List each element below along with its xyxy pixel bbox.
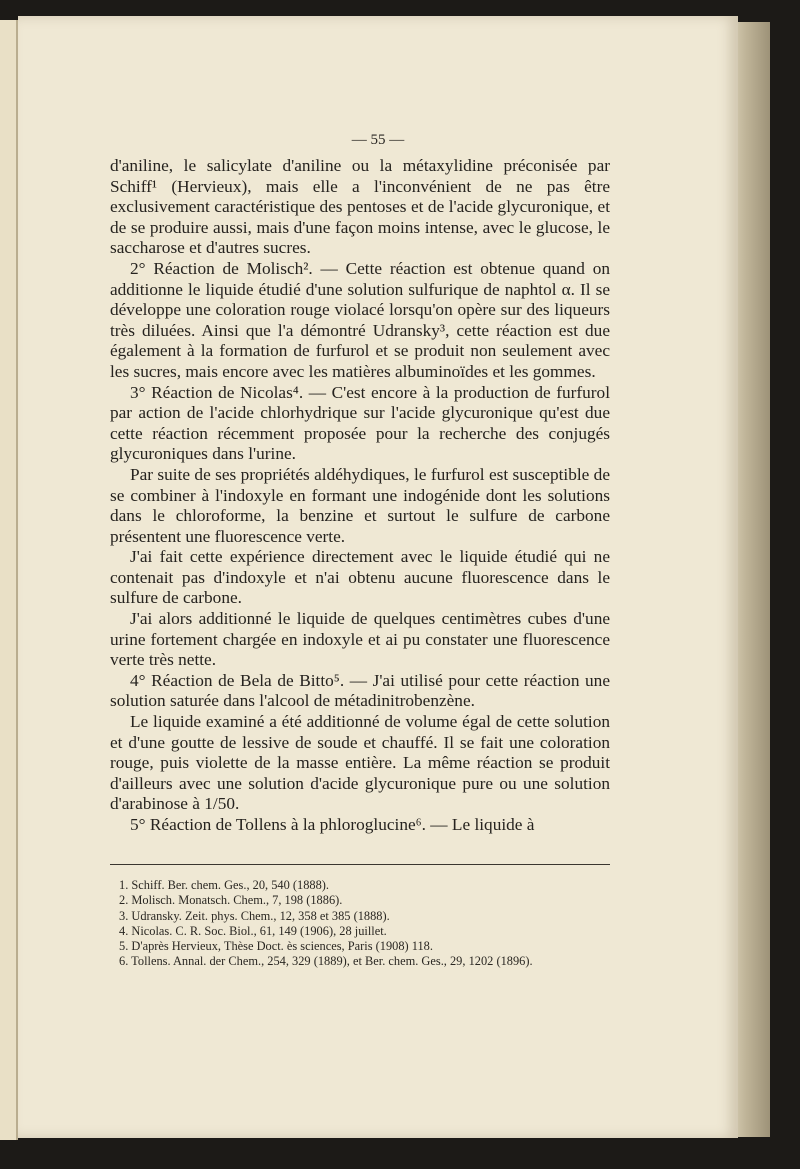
paragraph-indoxyle: J'ai alors additionné le liquide de quelques centimètres cubes d'une urine fortement chargée en indoxyle et ai pu constater une fluorescence verte très nette.	[110, 609, 610, 670]
paragraph-furfurol: Par suite de ses propriétés aldéhydiques, le furfurol est susceptible de se combiner à l'indoxyle en formant une indogénide dont les solutions dans le chloroforme, la benzine et surtout le sulfure de carbone présentent une fluorescence verte.	[110, 464, 610, 546]
paragraph-nicolas: 3° Réaction de Nicolas⁴. — C'est encore à la production de furfurol par action de l'acide chlorhydrique sur l'acide glycuronique qu'est due cette réaction récemment proposée pour la recherche des conjugés glycuroniques dans l'urine.	[110, 382, 610, 464]
paragraph-1: d'aniline, le salicylate d'aniline ou la métaxylidine préconisée par Schiff¹ (Hervieux), mais elle a l'inconvénient de ne pas être exclusivement caractéristique des pentoses et de l'acide glycuronique, et de se produire aussi, mais d'une façon moins intense, avec le glucose, le saccharose et d'autres sucres.	[110, 156, 610, 258]
paragraph-molisch: 2° Réaction de Molisch². — Cette réaction est obtenue quand on additionne le liquide étudié d'une solution sulfurique de naphtol α. Il se développe une coloration rouge violacé lorsqu'on opère sur des liqueurs très diluées. Ainsi que l'a démontré Udransky³, cette réaction est due également à la formation de furfurol et se produit non seulement avec les sucres, mais encore avec les matières albuminoïdes et les gommes.	[110, 258, 610, 381]
paragraph-tollens: 5° Réaction de Tollens à la phloroglucine⁶. — Le liquide à	[130, 815, 535, 834]
footnote-1: 1. Schiff. Ber. chem. Ges., 20, 540 (1888).	[119, 878, 330, 892]
footnote-6: 6. Tollens. Annal. der Chem., 254, 329 (1889), et Ber. chem. Ges., 29, 1202 (1896).	[119, 954, 533, 969]
footnote-rule	[110, 864, 610, 865]
footnotes	[119, 878, 619, 970]
body-text	[110, 156, 610, 836]
previous-page-edge	[0, 20, 18, 1140]
footnote-5: 5. D'après Hervieux, Thèse Doct. ès sciences, Paris (1908) 118.	[119, 939, 433, 954]
page-number: — 55 —	[351, 132, 405, 148]
footnote-4: 4. Nicolas. C. R. Soc. Biol., 61, 149 (1906), 28 juillet.	[119, 923, 387, 938]
footnote-3: 3. Udransky. Zeit. phys. Chem., 12, 358 et 385 (1888).	[119, 908, 390, 923]
paragraph-liquide: Le liquide examiné a été additionné de volume égal de cette solution et d'une goutte de lessive de soude et chauffé. Il se fait une coloration rouge, puis violette de la masse entière. La même réaction se produit d'ailleurs avec une solution d'acide glycuronique pure ou une solution d'arabinose à 1/50.	[110, 712, 610, 814]
paragraph-experience: J'ai fait cette expérience directement avec le liquide étudié qui ne contenait pas d'indoxyle et n'ai obtenu aucune fluorescence dans le sulfure de carbone.	[110, 547, 610, 608]
footnote-2: 2. Molisch. Monatsch. Chem., 7, 198 (1886).	[119, 893, 343, 908]
paragraph-bela-de-bitto: 4° Réaction de Bela de Bitto⁵. — J'ai utilisé pour cette réaction une solution saturée dans l'alcool de métadinitrobenzène.	[110, 670, 610, 711]
book-page	[18, 16, 738, 1138]
